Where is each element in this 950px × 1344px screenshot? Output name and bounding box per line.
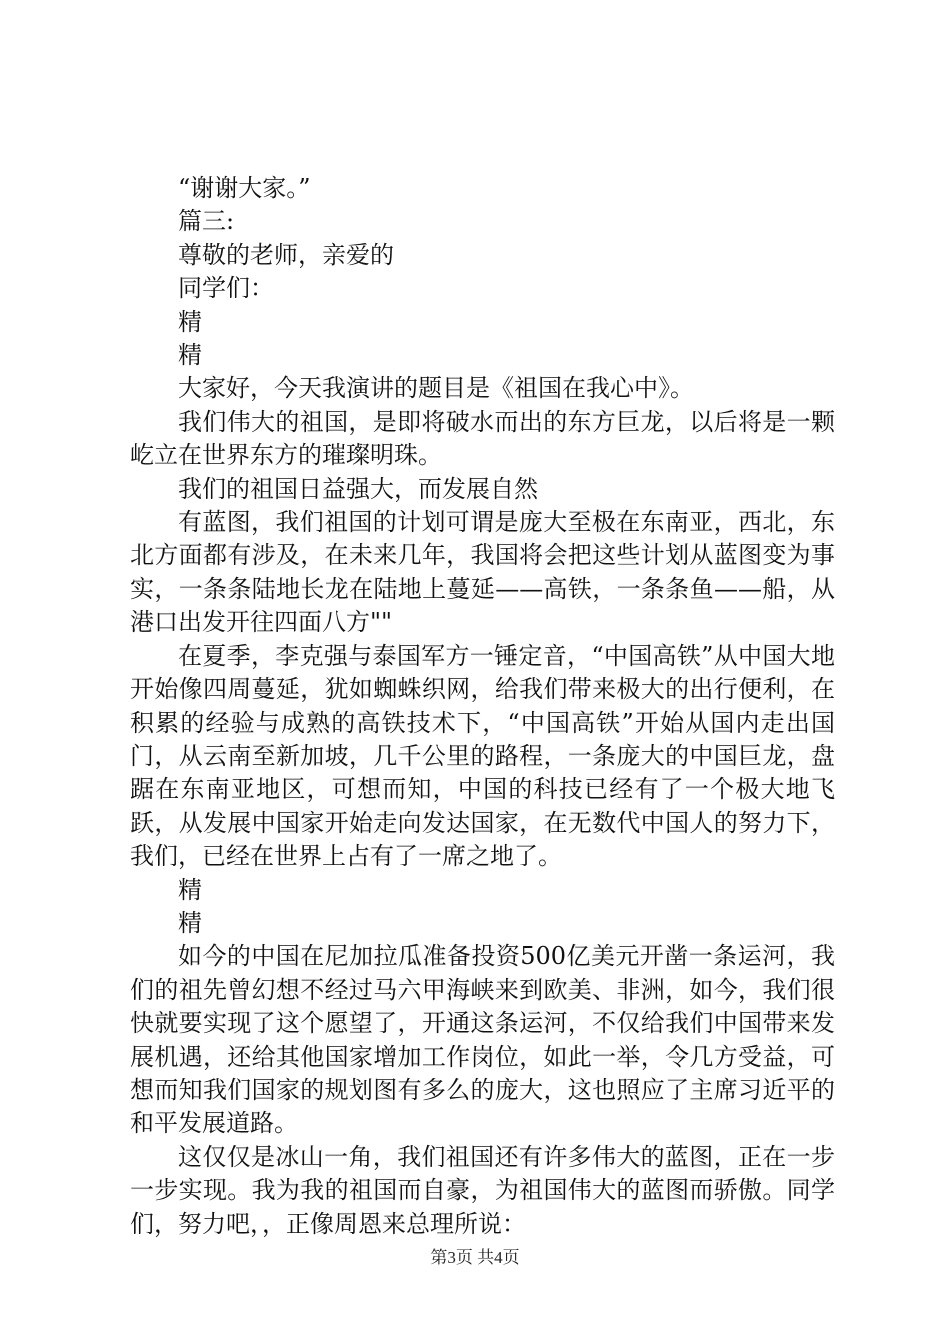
document-body xyxy=(130,172,835,1241)
paragraph-eastern-dragon: 我们伟大的祖国，是即将破水而出的东方巨龙，以后将是一颗屹立在世界东方的璀璨明珠。 xyxy=(130,407,835,470)
paragraph-part-three-heading: 篇三: xyxy=(178,207,235,236)
paragraph-fragment-jing-2: 精 xyxy=(178,341,202,370)
paragraph-tip-of-iceberg: 这仅仅是冰山一角，我们祖国还有许多伟大的蓝图，正在一步一步实现。我为我的祖国而自豪，为祖国伟大的蓝图而骄傲。同学们，努力吧，，正像周恩来总理所说： xyxy=(130,1142,835,1238)
paragraph-blueprint: 有蓝图，我们祖国的计划可谓是庞大至极在东南亚，西北，东北方面都有涉及，在未来几年，我国将会把这些计划从蓝图变为事实，一条条陆地长龙在陆地上蔓延——高铁，一条条鱼——船，从港口出发开往四面八方"" xyxy=(130,508,835,637)
paragraph-speech-title: 大家好，今天我演讲的题目是《祖国在我心中》。 xyxy=(178,374,694,403)
paragraph-thanks: “谢谢大家。” xyxy=(178,174,311,202)
paragraph-fragment-jing-4: 精 xyxy=(178,908,202,937)
paragraph-salutation-teachers: 尊敬的老师，亲爱的 xyxy=(178,240,394,269)
paragraph-high-speed-rail: 在夏季，李克强与泰国军方一锤定音，“中国高铁”从中国大地开始像四周蔓延，犹如蜘蛛织网，给我们带来极大的出行便利，在积累的经验与成熟的高铁技术下，“中国高铁”开始从国内走出国门，从云南至新加坡，几千公里的路程，一条庞大的中国巨龙，盘踞在东南亚地区，可想而知，中国的科技已经有了一个极大地飞跃，从发展中国家开始走向发达国家，在无数代中国人的努力下，我们，已经在世界上占有了一席之地了。 xyxy=(130,641,835,871)
paragraph-salutation-classmates: 同学们： xyxy=(178,274,274,303)
paragraph-fragment-jing-3: 精 xyxy=(178,875,202,904)
page-number-label: 第3页 共4页 xyxy=(430,1248,520,1267)
paragraph-growing-strong: 我们的祖国日益强大，而发展自然 xyxy=(178,474,538,503)
paragraph-fragment-jing-1: 精 xyxy=(178,307,202,336)
paragraph-nicaragua-canal: 如今的中国在尼加拉瓜准备投资500亿美元开凿一条运河，我们的祖先曾幻想不经过马六甲海峡来到欧美、非洲，如今，我们很快就要实现了这个愿望了，开通这条运河，不仅给我们中国带来发展机遇，还给其他国家增加工作岗位，如此一举，令几方受益，可想而知我们国家的规划图有多么的庞大，这也照应了主席习近平的和平发展道路。 xyxy=(130,942,835,1138)
page-footer xyxy=(0,1243,950,1268)
